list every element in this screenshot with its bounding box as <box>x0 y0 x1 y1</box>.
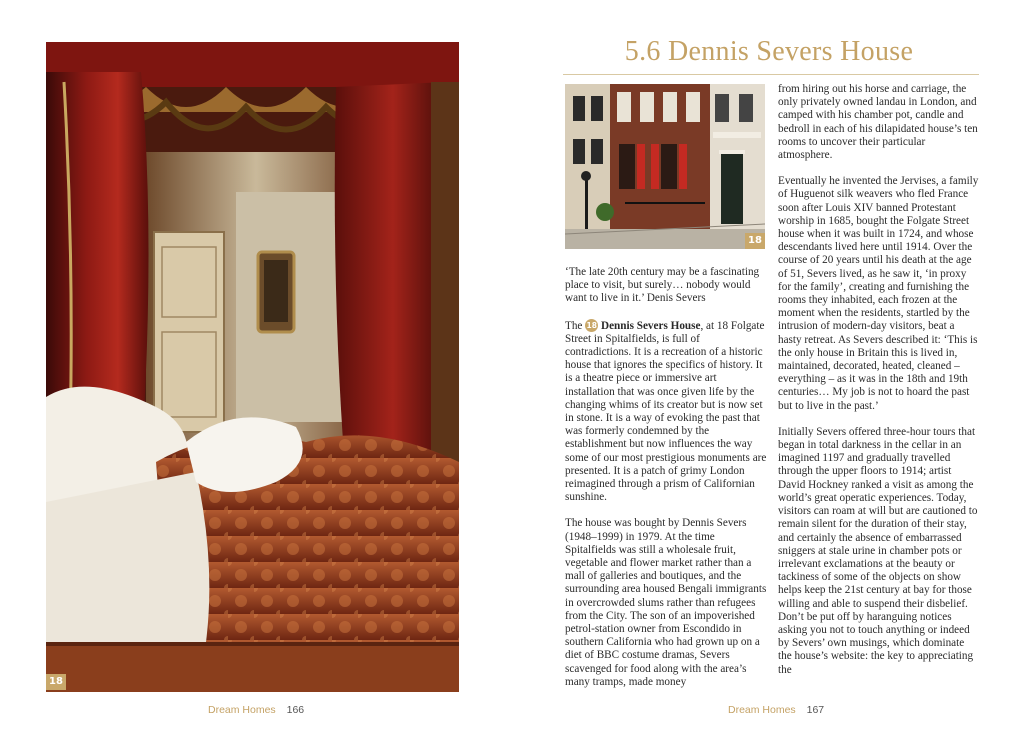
paragraph: The house was bought by Dennis Severs (1948–1999) in 1979. At the time Spitalfields was still a wholesale fruit, vegetable and flower market rather than a mall of galleries and boutiques, and the surrounding area housed Bengali immigrants in overcrowded slums rather than refugees from the City. The son of an impoverished petrol-station owner from Escondido in southern California who had grown up on a diet of BBC costume dramas, Severs scavenged for food along with the area’s many tramps, made money <box>565 517 767 688</box>
photo-number-badge: 18 <box>46 674 66 690</box>
section-title: 5.6 Dennis Severs House <box>624 36 914 67</box>
text-column-right <box>778 83 980 690</box>
venue-name: Dennis Severs House <box>601 319 701 332</box>
paragraph <box>565 319 767 505</box>
paragraph-text: , at 18 Folgate Street in Spitalfields, is full of contradictions. It is a recreation of a historic house that ignores the specifics of history. It is a theatre piece or immersive art installation that was once given life by the changing whims of its creator but is now set in stone. It is a way of evoking the past that was formerly condemned by the establishment but now influences the way some of our most prestigious monuments are presented. It is a patch of grimy London reimagined through a prism of Californian sunshine. <box>565 319 767 504</box>
page-number: 166 <box>286 704 305 716</box>
text-column-left <box>565 266 767 702</box>
running-footer-title: Dream Homes <box>208 704 276 716</box>
paragraph: from hiring out his horse and carriage, the only privately owned landau in London, and camped with his chamber pot, candle and bedroll in each of his dilapidated house’s ten rooms to uncover their particular atmosphere. <box>778 83 978 162</box>
paragraph: Eventually he invented the Jervises, a family of Huguenot silk weavers who fled France soon after Louis XIV banned Protestant worship in 1685, bought the Folgate Street house when it was built in 1724, and whose descendants lived here until 1914. Over the course of 20 years until his death at the age of 51, Severs lived, as he saw it, ‘in proxy for the family’, creating and furnishing the rooms they inhabited, each frozen at the moment when the residents, startled by the intrusion of modern-day visitors, beat a hasty retreat. As Severs described it: ‘This is the only house in Britain this is lived in, maintained, decorated, heated, cleaned – everything – as it was in the 18th and 19th centuries… My job is not to hoard the past but to live in the past.’ <box>778 175 979 412</box>
page-footer-right <box>728 704 824 716</box>
location-number-badge: 18 <box>586 320 597 330</box>
page-number: 167 <box>806 704 825 716</box>
photo-number-badge: 18 <box>745 233 765 249</box>
paragraph: Initially Severs offered three-hour tours that began in total darkness in the cellar in an imagined 1197 and gradually travelled through the upper floors to 1914; artist David Hockney ranked a visit as among the world’s great operatic experiences. Today, visitors can roam at will but are cautioned to remain silent for the duration of their stay, and certainly the absence of embarrassed sniggers at stale urine in chamber pots or irrelevant exclamations at the beauty or tackiness of some of the objects on show helps keep the 21st century at bay for those willing and able to suspend their disbelief. Don’t be put off by haranguing notices asking you not to touch anything or indeed by Severs’ own musings, which dominate the house’s website: the key to appreciating the <box>778 425 978 676</box>
page-footer-left <box>208 704 304 716</box>
house-facade-photo <box>565 84 765 249</box>
title-divider <box>563 74 979 75</box>
epigraph-quote: ‘The late 20th century may be a fascinating place to visit, but surely… nobody would want to live in it.’ Denis Severs <box>565 266 760 305</box>
paragraph-lead: The <box>565 319 583 332</box>
running-footer-title: Dream Homes <box>728 704 796 716</box>
bedroom-photo <box>46 42 459 692</box>
